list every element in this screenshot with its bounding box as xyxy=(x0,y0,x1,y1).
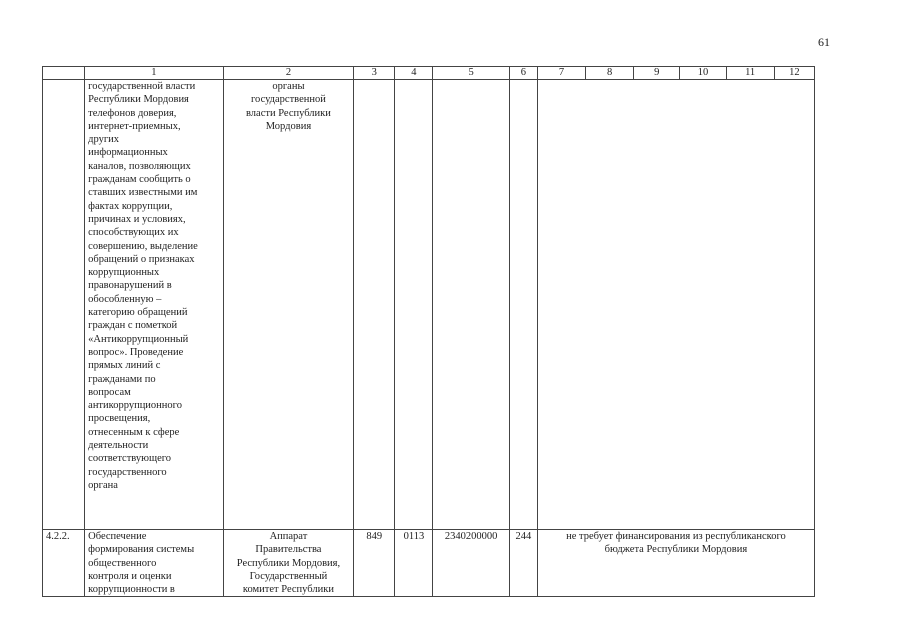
row-number-cell xyxy=(43,80,85,530)
description-line: коррупционности в xyxy=(88,584,175,596)
executor-line: государственной xyxy=(251,94,326,106)
description-line: государственного xyxy=(88,466,167,478)
description-line: ставших известными им xyxy=(88,187,198,199)
executor-line: органы xyxy=(272,81,305,92)
description-line: соответствующего xyxy=(88,453,172,465)
description-line: просвещения, xyxy=(88,413,151,425)
description-line: правонарушений в xyxy=(88,280,172,292)
measure-description-cell xyxy=(85,80,224,530)
table-row xyxy=(43,80,815,530)
description-line: причинах и условиях, xyxy=(88,213,186,225)
row-number-cell: 4.2.2. xyxy=(43,530,85,597)
executor-line: Аппарат xyxy=(269,531,308,542)
description-line: фактах коррупции, xyxy=(88,200,173,212)
header-cell: 11 xyxy=(726,67,774,80)
description-line: прямых линий с xyxy=(88,360,161,372)
description-line: общественного xyxy=(88,557,157,569)
executor-line: власти Республики xyxy=(245,107,331,119)
header-cell: 8 xyxy=(586,67,634,80)
data-cell xyxy=(395,80,433,530)
description-line: формирования системы xyxy=(88,544,195,556)
executor-line: Республики Мордовия, xyxy=(236,557,341,569)
page-number: 61 xyxy=(818,35,830,49)
header-cell: 9 xyxy=(634,67,680,80)
description-line: граждан с пометкой xyxy=(88,320,178,332)
header-cell: 6 xyxy=(509,67,537,80)
measures-table xyxy=(42,66,815,597)
executor-line: Мордовия xyxy=(265,120,312,132)
measure-description-cell xyxy=(85,530,224,597)
header-cell-num xyxy=(43,67,85,80)
description-line: совершению, выделение xyxy=(88,240,198,252)
description-line: деятельности xyxy=(88,440,149,452)
data-cell xyxy=(509,80,537,530)
executor-cell xyxy=(223,80,354,530)
description-line: гражданами по xyxy=(88,373,156,385)
financing-line: бюджета Республики Мордовия xyxy=(604,544,748,556)
description-line: информационных xyxy=(88,147,168,159)
description-line: государственной власти xyxy=(88,81,196,92)
description-line: способствующих их xyxy=(88,227,179,239)
description-line: Республики Мордовия xyxy=(88,94,189,106)
description-line: категорию обращений xyxy=(88,307,188,319)
description-line: Обеспечение xyxy=(88,531,147,542)
data-cell xyxy=(354,80,395,530)
description-line: коррупционных xyxy=(88,267,160,279)
executor-line: Государственный xyxy=(249,570,328,582)
description-line: обращений о признаках xyxy=(88,253,195,265)
description-line: антикоррупционного xyxy=(88,400,182,412)
header-cell: 3 xyxy=(354,67,395,80)
header-cell: 5 xyxy=(433,67,509,80)
executor-cell xyxy=(223,530,354,597)
description-line: органа xyxy=(88,479,118,491)
description-line: гражданам сообщить о xyxy=(88,174,191,186)
description-line: интернет-приемных, xyxy=(88,120,181,132)
description-line: вопросам xyxy=(88,386,131,398)
code-cell-col4: 0113 xyxy=(395,530,433,597)
table-row xyxy=(43,530,815,597)
financing-cell xyxy=(537,530,814,597)
header-cell: 12 xyxy=(774,67,814,80)
header-cell: 2 xyxy=(223,67,354,80)
header-cell: 1 xyxy=(85,67,224,80)
description-line: обособленную – xyxy=(88,293,162,305)
executor-line: комитет Республики xyxy=(242,584,334,596)
description-line: других xyxy=(88,134,120,146)
code-cell-col3: 849 xyxy=(354,530,395,597)
data-cell xyxy=(433,80,509,530)
financing-line: не требует финансирования из республиканского xyxy=(566,531,786,542)
header-cell: 4 xyxy=(395,67,433,80)
description-line: отнесенным к сфере xyxy=(88,426,180,438)
description-line: контроля и оценки xyxy=(88,570,172,582)
header-cell: 10 xyxy=(680,67,726,80)
code-cell-col5: 2340200000 xyxy=(433,530,509,597)
description-line: «Антикоррупционный xyxy=(88,333,189,345)
header-cell: 7 xyxy=(537,67,585,80)
description-line: вопрос». Проведение xyxy=(88,346,184,358)
column-number-row xyxy=(43,67,815,80)
code-cell-col6: 244 xyxy=(509,530,537,597)
executor-line: Правительства xyxy=(255,544,322,556)
description-line: каналов, позволяющих xyxy=(88,160,191,172)
description-line: телефонов доверия, xyxy=(88,107,177,119)
financing-cell xyxy=(537,80,814,530)
